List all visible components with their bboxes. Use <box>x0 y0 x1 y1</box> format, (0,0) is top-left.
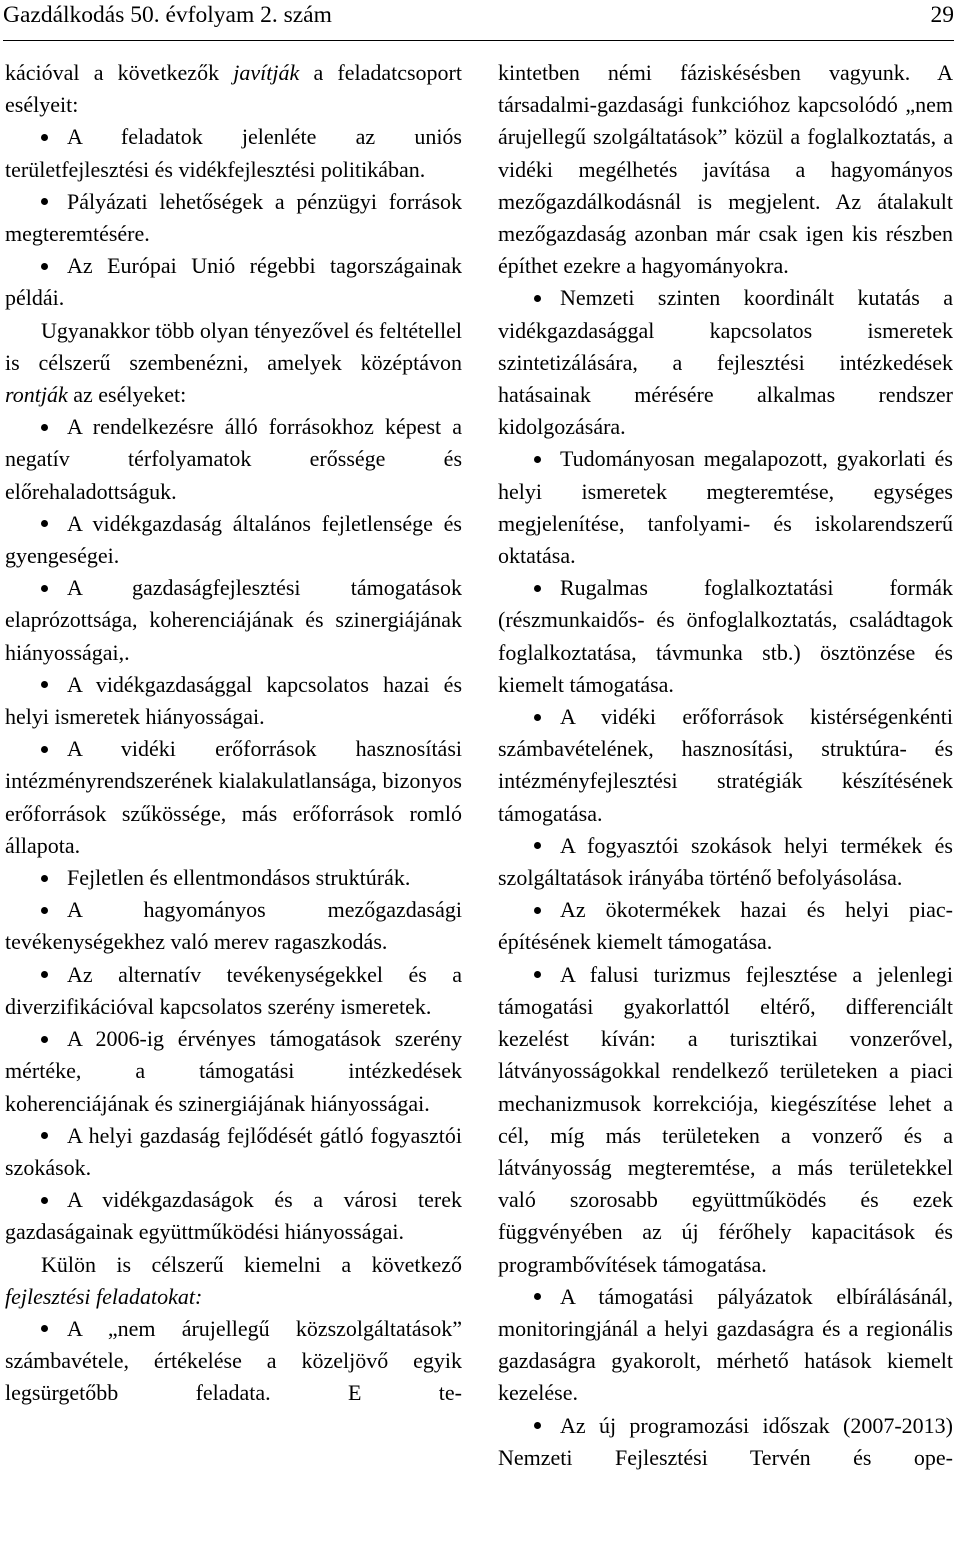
bullet-icon <box>41 585 48 592</box>
bullet-icon <box>41 907 48 914</box>
list-item: Fejletlen és ellentmondásos struktúrák. <box>5 862 462 894</box>
list-item: Az ökotermékek hazai és helyi piac-építésének kiemelt támogatása. <box>498 897 953 955</box>
list-item: A vidékgazdasággal kapcsolatos hazai és helyi ismeretek hiányosságai. <box>5 671 462 730</box>
bullet-icon <box>41 1132 48 1139</box>
list-item: Az Európai Unió régebbi tagországainak példái. <box>5 253 462 311</box>
emphasis-rontjak: rontják <box>5 382 68 408</box>
paragraph-continuation: kintetben némi fáziskésésben vagyunk. A társadalmi-gazdasági funkcióhoz kapcsolódó „nem árujellegű szolgáltatások” közül a foglalkoztatás, a vidéki megélhetés javítása a hagyományos mezőgazdálkodásnál is megjelent. Az átalakult mezőgazdaság azonban már csak igen kis részben építhet ezekre a hagyományokra. <box>498 60 953 279</box>
bullet-icon <box>534 456 541 463</box>
bullet-icon <box>41 134 48 141</box>
bullet-icon <box>41 746 48 753</box>
list-item: A falusi turizmus fejlesztése a jelenlegi támogatási gyakorlattól eltérő, differenciált kezelést kíván: a turisztikai vonzerővel, látványosságokkal rendelkező területeken a piaci mechanizmusok korrekciója, kiegészítése lehet a cél, míg más területeken a vonzerő és a látványosság megteremtése, a más területekkel való szorosabb együttműködés és ezek függvényében az új férőhely kapacitások és programbővítések támogatása. <box>498 961 953 1277</box>
list-item: Pályázati lehetőségek a pénzügyi források megteremtésére. <box>5 188 462 247</box>
bullet-icon <box>41 875 48 882</box>
emphasis-fejlesztesi-feladatokat: fejlesztési feladatokat: <box>5 1283 203 1309</box>
bullet-icon <box>534 1293 541 1300</box>
journal-title: Gazdálkodás 50. évfolyam 2. szám <box>3 2 332 28</box>
list-item: A feladatok jelenléte az uniós területfejlesztési és vidékfejlesztési politikában. <box>5 124 462 182</box>
bullet-icon <box>41 1325 48 1332</box>
list-item: Az alternatív tevékenységekkel és a diverzifikációval kapcsolatos szerény ismeretek. <box>5 961 462 1019</box>
list-item: A 2006-ig érvényes támogatások szerény mértéke, a támogatási intézkedések koherenciájának és szinergiájának hiányosságai. <box>5 1026 462 1116</box>
bullet-icon <box>41 520 48 527</box>
list-item: A „nem árujellegű közszolgáltatások” számbavétele, értékelése a közeljövő egyik legsürgetőbb feladata. E te- <box>5 1315 462 1406</box>
list-item: A rendelkezésre álló forrásokhoz képest a negatív térfolyamatok erőssége és előrehaladottságuk. <box>5 414 462 504</box>
page-number: 29 <box>930 2 954 28</box>
bullet-icon <box>534 907 541 914</box>
bullet-icon <box>534 971 541 978</box>
list-item: A gazdaságfejlesztési támogatások elaprózottsága, koherenciájának és szinergiájának hiányosságai,. <box>5 575 462 665</box>
list-item: A helyi gazdaság fejlődését gátló fogyasztói szokások. <box>5 1122 462 1180</box>
bullet-icon <box>534 714 541 721</box>
left-column <box>5 57 462 1410</box>
paragraph-tasks: Külön is célszerű kiemelni a következő fejlesztési feladatokat: <box>5 1251 462 1309</box>
bullet-icon <box>41 1036 48 1043</box>
bullet-icon <box>41 681 48 688</box>
list-item: A vidékgazdaságok és a városi terek gazdaságainak együttműködési hiányosságai. <box>5 1187 462 1245</box>
bullet-icon <box>41 1197 48 1204</box>
bullet-icon <box>41 424 48 431</box>
bullet-icon <box>534 842 541 849</box>
right-column <box>498 57 953 1474</box>
list-item: A vidékgazdaság általános fejletlensége és gyengeségei. <box>5 510 462 569</box>
list-item: A támogatási pályázatok elbírálásánál, monitoringjánál a helyi gazdaságra és a regionális gazdaságra gyakorolt, mérhető hatások kiemelt kezelése. <box>498 1283 953 1406</box>
bullet-icon <box>534 1422 541 1429</box>
running-header <box>3 0 954 41</box>
list-item: Rugalmas foglalkoztatási formák (részmunkaidős- és önfoglalkoztatás, családtagok foglalkoztatása, távmunka stb.) ösztönzése és kiemelt támogatása. <box>498 575 953 697</box>
list-item: A vidéki erőforrások kistérségenkénti számbavételének, hasznosítási, struktúra- és intézményfejlesztési stratégiák készítésének támogatása. <box>498 704 953 826</box>
bullet-icon <box>41 198 48 205</box>
list-item: A vidéki erőforrások hasznosítási intézményrendszerének kialakulatlansága, bizonyos erőforrások szűkössége, más erőforrások romló állapota. <box>5 736 462 858</box>
bullet-icon <box>41 971 48 978</box>
list-item: Tudományosan megalapozott, gyakorlati és helyi ismeretek megteremtése, egységes megjelenítése, tanfolyami- és iskolarendszerű oktatása. <box>498 446 953 569</box>
emphasis-javitjak: javítják <box>233 60 300 85</box>
list-item: A hagyományos mezőgazdasági tevékenységekhez való merev ragaszkodás. <box>5 897 462 955</box>
list-item: Nemzeti szinten koordinált kutatás a vidékgazdasággal kapcsolatos ismeretek szintetizálására, a fejlesztési intézkedések hatásainak mérésére alkalmas rendszer kidolgozására. <box>498 285 953 440</box>
bullet-icon <box>41 263 48 270</box>
bullet-icon <box>534 295 541 302</box>
list-item: A fogyasztói szokások helyi termékek és szolgáltatások irányába történő befolyásolása. <box>498 832 953 891</box>
list-item: Az új programozási időszak (2007-2013) Nemzeti Fejlesztési Tervén és ope- <box>498 1412 953 1470</box>
paragraph-intro: kációval a következők javítják a feladatcsoport esélyeit: <box>5 60 462 118</box>
paragraph-weaknesses: Ugyanakkor több olyan tényezővel és feltétellel is célszerű szembenézni, amelyek középtávon rontják az esélyeket: <box>5 317 462 408</box>
bullet-icon <box>534 585 541 592</box>
